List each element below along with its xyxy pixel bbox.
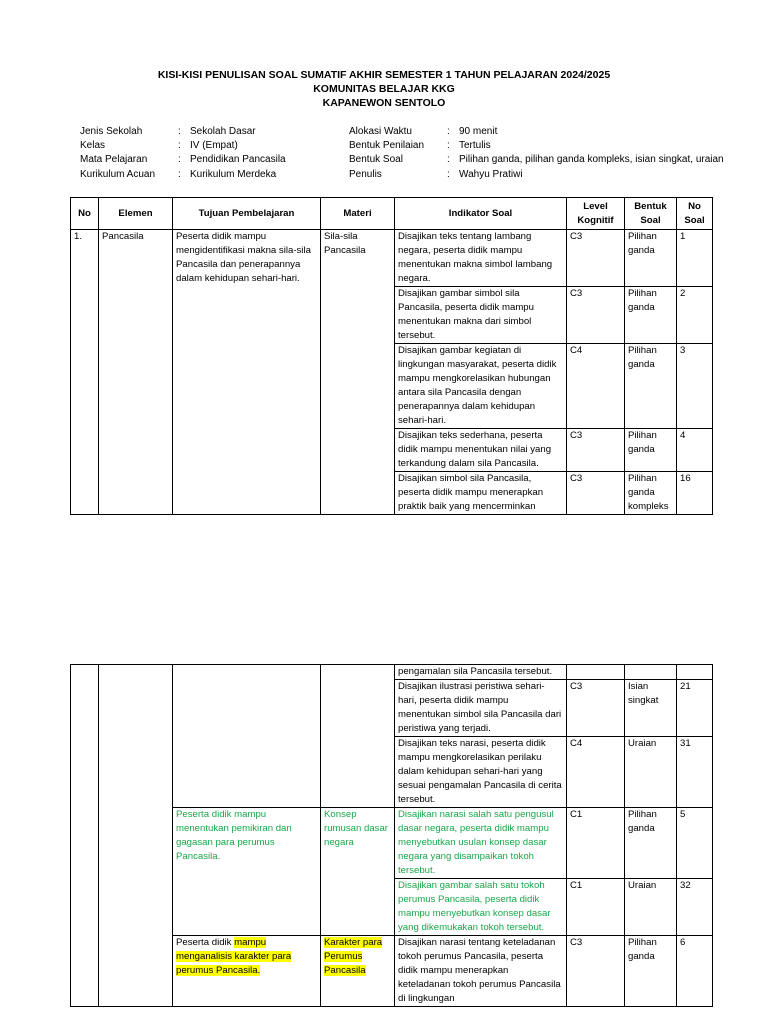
cell-indikator: Disajikan gambar kegiatan di lingkungan masyarakat, peserta didik mampu mengkorelasikan hubungan antara sila Pancasila dengan penerapannya dalam kehidupan sehari-hari. — [395, 344, 567, 429]
tujuan-highlight: mampu menganalisis karakter para perumus Pancasila. — [176, 937, 292, 976]
cell-nosoal: 6 — [677, 936, 713, 1007]
cell-materi — [321, 665, 395, 808]
cell-indikator: Disajikan teks narasi, peserta didik mampu mengkorelasikan perilaku dalam kehidupan sehari-hari yang sesuai pengamalan Pancasila di cerita tersebut. — [395, 737, 567, 808]
cell-nosoal: 1 — [677, 230, 713, 287]
meta-colon: : — [178, 140, 181, 152]
cell-nosoal: 32 — [677, 879, 713, 936]
meta-value: Wahyu Pratiwi — [459, 168, 523, 180]
header-bentuk: Bentuk Soal — [625, 198, 677, 230]
meta-value: 90 menit — [459, 126, 498, 137]
cell-indikator: Disajikan narasi tentang keteladanan tokoh perumus Pancasila, peserta didik mampu menerapkan keteladanan tokoh perumus Pancasila di lingkungan — [395, 936, 567, 1007]
meta-value: Kurikulum Merdeka — [190, 168, 277, 180]
meta-key: Mata Pelajaran — [80, 154, 148, 166]
meta-key: Bentuk Soal — [349, 154, 403, 166]
cell-nosoal: 5 — [677, 808, 713, 879]
meta-value: Pendidikan Pancasila — [190, 154, 286, 166]
document-title: KISI-KISI PENULISAN SOAL SUMATIF AKHIR SEMESTER 1 TAHUN PELAJARAN 2024/2025 — [157, 69, 611, 81]
cell-indikator: Disajikan narasi salah satu pengusul dasar negara, peserta didik mampu menyebutkan usulan konsep dasar negara yang disampaikan tokoh tersebut. — [395, 808, 567, 879]
meta-colon: : — [447, 168, 450, 180]
cell-level: C3 — [567, 287, 625, 344]
cell-level: C3 — [567, 429, 625, 472]
meta-key: Bentuk Penilaian — [349, 140, 425, 152]
cell-nosoal — [677, 665, 713, 680]
cell-bentuk: Pilihan ganda — [625, 429, 677, 472]
cell-elemen: Pancasila — [99, 230, 173, 515]
meta-colon: : — [178, 126, 181, 137]
cell-materi — [321, 936, 395, 1007]
cell-indikator: Disajikan ilustrasi peristiwa sehari-hari, peserta didik mampu menentukan simbol sila Pancasila dari peristiwa yang terjadi. — [395, 680, 567, 737]
cell-indikator: Disajikan teks tentang lambang negara, peserta didik mampu menentukan makna simbol lambang negara. — [395, 230, 567, 287]
tujuan-prefix: Peserta didik — [176, 937, 235, 948]
cell-nosoal: 31 — [677, 737, 713, 808]
header-level: Level Kognitif — [567, 198, 625, 230]
cell-no: 1. — [71, 230, 99, 515]
cell-bentuk: Pilihan ganda — [625, 230, 677, 287]
cell-nosoal: 2 — [677, 287, 713, 344]
cell-bentuk: Isian singkat — [625, 680, 677, 737]
materi-highlight: Karakter para Perumus Pancasila — [324, 937, 383, 976]
document-subtitle-community: KOMUNITAS BELAJAR KKG — [313, 83, 455, 95]
cell-level — [567, 665, 625, 680]
meta-key: Penulis — [349, 168, 382, 180]
meta-colon: : — [178, 154, 181, 166]
cell-bentuk — [625, 665, 677, 680]
meta-colon: : — [178, 168, 181, 180]
cell-tujuan: Peserta didik mampu mengidentifikasi makna sila-sila Pancasila dan penerapannya dalam kehidupan sehari-hari. — [173, 230, 321, 515]
cell-indikator: pengamalan sila Pancasila tersebut. — [395, 665, 567, 680]
meta-colon: : — [447, 126, 450, 137]
document-subtitle-district: KAPANEWON SENTOLO — [322, 97, 446, 109]
cell-nosoal: 3 — [677, 344, 713, 429]
cell-bentuk: Pilihan ganda — [625, 808, 677, 879]
cell-nosoal: 16 — [677, 472, 713, 515]
header-indikator: Indikator Soal — [395, 198, 567, 230]
cell-bentuk: Pilihan ganda — [625, 936, 677, 1007]
cell-elemen — [99, 665, 173, 1007]
header-elemen: Elemen — [99, 198, 173, 230]
meta-key: Kelas — [80, 140, 106, 152]
header-nosoal: No Soal — [677, 198, 713, 230]
meta-colon: : — [447, 140, 450, 152]
header-materi: Materi — [321, 198, 395, 230]
header-no: No — [71, 198, 99, 230]
cell-materi: Konsep rumusan dasar negara — [321, 808, 395, 936]
cell-bentuk: Uraian — [625, 737, 677, 808]
cell-bentuk: Uraian — [625, 879, 677, 936]
cell-nosoal: 21 — [677, 680, 713, 737]
cell-no — [71, 665, 99, 1007]
cell-tujuan: Peserta didik mampu menentukan pemikiran dan gagasan para perumus Pancasila. — [173, 808, 321, 936]
cell-level: C4 — [567, 344, 625, 429]
cell-level: C4 — [567, 737, 625, 808]
meta-key: Jenis Sekolah — [80, 126, 143, 137]
cell-nosoal: 4 — [677, 429, 713, 472]
cell-bentuk: Pilihan ganda — [625, 344, 677, 429]
cell-level: C3 — [567, 230, 625, 287]
meta-value: IV (Empat) — [190, 140, 238, 152]
cell-bentuk: Pilihan ganda — [625, 287, 677, 344]
cell-level: C3 — [567, 936, 625, 1007]
cell-level: C1 — [567, 808, 625, 879]
kisi-kisi-table-page-2 — [70, 664, 713, 1007]
cell-tujuan — [173, 936, 321, 1007]
meta-key: Alokasi Waktu — [349, 126, 412, 137]
header-tujuan: Tujuan Pembelajaran — [173, 198, 321, 230]
cell-tujuan — [173, 665, 321, 808]
meta-value: Sekolah Dasar — [190, 126, 256, 137]
meta-key: Kurikulum Acuan — [80, 168, 156, 180]
cell-bentuk: Pilihan ganda kompleks — [625, 472, 677, 515]
meta-value: Tertulis — [459, 140, 491, 152]
meta-value: Pilihan ganda, pilihan ganda kompleks, isian singkat, uraian — [459, 154, 724, 166]
meta-colon: : — [447, 154, 450, 166]
cell-level: C3 — [567, 680, 625, 737]
cell-materi: Sila-sila Pancasila — [321, 230, 395, 515]
table-row — [71, 665, 713, 680]
cell-indikator: Disajikan teks sederhana, peserta didik mampu menentukan nilai yang terkandung dalam sila Pancasila. — [395, 429, 567, 472]
cell-level: C3 — [567, 472, 625, 515]
cell-indikator: Disajikan gambar salah satu tokoh perumus Pancasila, peserta didik mampu menyebutkan konsep dasar yang dikemukakan tokoh tersebut. — [395, 879, 567, 936]
cell-indikator: Disajikan gambar simbol sila Pancasila, peserta didik mampu menentukan makna dari simbol tersebut. — [395, 287, 567, 344]
cell-level: C1 — [567, 879, 625, 936]
cell-indikator: Disajikan simbol sila Pancasila, peserta didik mampu menerapkan praktik baik yang mencerminkan — [395, 472, 567, 515]
